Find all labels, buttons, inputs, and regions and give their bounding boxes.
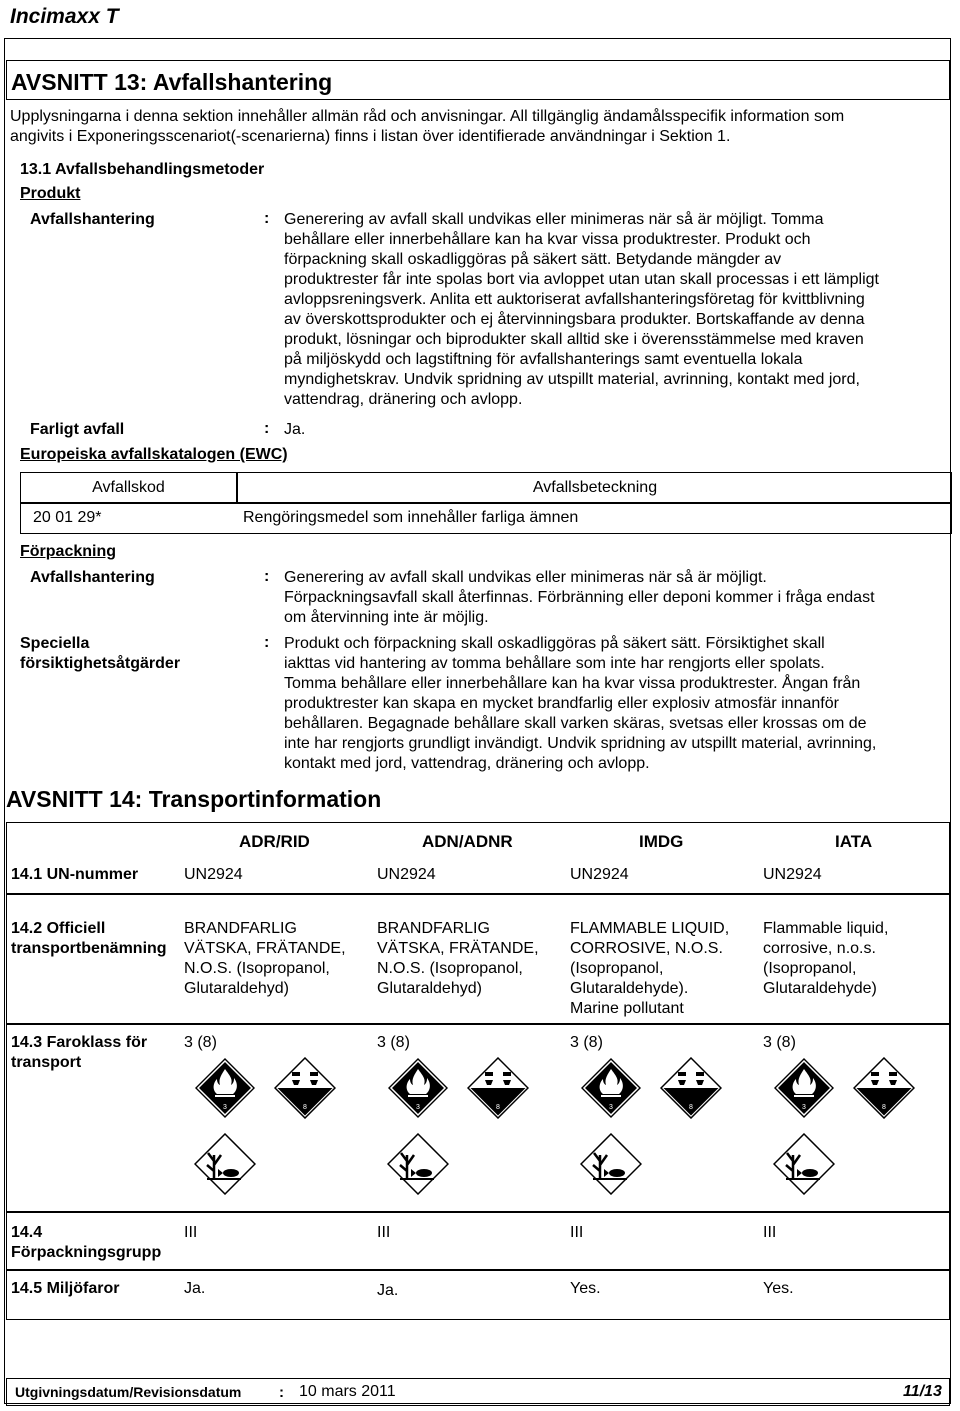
subsection-13-1-title: 13.1 Avfallsbehandlingsmetoder [20,161,265,178]
env-imdg: Yes. [570,1280,601,1297]
environment-hazard-pictogram-icon [194,1133,256,1195]
ewc-row-code: 20 01 29* [33,509,102,526]
svg-text:8: 8 [689,1104,693,1111]
footer [6,1378,950,1406]
corrosive-pictogram-icon [274,1057,336,1119]
footer-date-label: Utgivningsdatum/Revisionsdatum [15,1384,242,1400]
colon: : [264,210,270,227]
product-name: Incimaxx T [10,5,119,28]
svg-text:8: 8 [496,1104,500,1111]
avfallshantering-label: Avfallshantering [30,211,155,228]
environment-hazard-pictogram-icon [580,1133,642,1195]
colon: : [264,420,270,437]
un-adn: UN2924 [377,866,436,883]
pg-iata: III [763,1224,777,1241]
un-adr: UN2924 [184,866,243,883]
corrosive-pictogram-icon [660,1057,722,1119]
svg-text:3: 3 [223,1104,227,1111]
col-adn-adnr: ADN/ADNR [422,832,513,851]
packing-group-label: 14.4 Förpackningsgrupp [11,1224,162,1261]
transport-name-label: 14.2 Officiell transportbenämning [11,920,167,957]
produkt-heading: Produkt [20,185,81,202]
svg-text:3: 3 [802,1104,806,1111]
colon: : [264,568,270,585]
environment-hazard-pictogram-icon [773,1133,835,1195]
svg-text:8: 8 [303,1104,307,1111]
env-adr: Ja. [184,1280,206,1297]
colon: : [264,634,270,651]
name-adr: BRANDFARLIG VÄTSKA, FRÄTANDE, N.O.S. (Isopropanol, Glutaraldehyd) [184,920,346,997]
env-adn: Ja. [377,1282,399,1299]
class-imdg: 3 (8) [570,1034,603,1051]
corrosive-pictogram-icon [853,1057,915,1119]
ewc-heading: Europeiska avfallskatalogen (EWC) [20,446,288,463]
ewc-row-desc: Rengöringsmedel som innehåller farliga ämnen [243,509,579,526]
section-13-intro-line-2: angivits i Exponeringsscenariot(-scenarierna) finns i listan över identifierade användningar i Sektion 1. [10,128,731,145]
pg-adn: III [377,1224,391,1241]
footer-colon: : [279,1384,284,1401]
svg-text:8: 8 [882,1104,886,1111]
pack-avfallshantering-label: Avfallshantering [30,569,155,586]
speciella-label: Speciella försiktighetsåtgärder [20,635,181,672]
svg-text:3: 3 [416,1104,420,1111]
pg-imdg: III [570,1224,584,1241]
ewc-col-code: Avfallskod [92,479,165,496]
name-iata: Flammable liquid, corrosive, n.o.s. (Isopropanol, Glutaraldehyde) [763,920,889,997]
flammable-pictogram-icon [194,1057,256,1119]
pack-avfallshantering-text: Generering av avfall skall undvikas eller minimeras när så är möjligt. Förpackningsavfall skall återfinnas. Förbränning eller deponi kommer i fråga endast om återvinning inte är möjlig. [284,569,875,626]
avfallshantering-text: Generering av avfall skall undvikas eller minimeras när så är möjligt. Tomma behållare eller innerbehållare kan ha kvar vissa produktrester. Produkt och förpackning skall oskadliggöras på säkert sätt. Betydande mängder av produktrester får inte spolas bort via avloppet utan utan skall processas i ett lämpligt avloppsreningsverk. Anlita ett auktoriserat avfallshanteringsföretag för kvittblivning av överskottsprodukter och ej återvinningsbara produkter. Bortskaffande av denna produkt, lösningar och biprodukter skall alltid ske i överensstämmelse med kraven på miljöskydd och lagstiftning för avfallshanterings samt eventuella lokala myndighetskrav. Undvik spridning av utspillt material, avrinning, kontakt med jord, vattendrag, dränering och avlopp. [284,211,879,408]
ewc-col-desc: Avfallsbeteckning [532,479,658,496]
pg-adr: III [184,1224,198,1241]
flammable-pictogram-icon [387,1057,449,1119]
un-iata: UN2924 [763,866,822,883]
hazard-class-label: 14.3 Faroklass för transport [11,1034,148,1071]
corrosive-pictogram-icon [467,1057,529,1119]
col-iata: IATA [835,832,873,851]
svg-text:3: 3 [609,1104,613,1111]
name-adn: BRANDFARLIG VÄTSKA, FRÄTANDE, N.O.S. (Isopropanol, Glutaraldehyd) [377,920,539,997]
col-adr-rid: ADR/RID [239,832,310,851]
page-number: 11/13 [903,1383,942,1400]
class-adr: 3 (8) [184,1034,217,1051]
forpackning-heading: Förpackning [20,543,117,560]
footer-date-value: 10 mars 2011 [299,1383,396,1400]
class-adn: 3 (8) [377,1034,410,1051]
flammable-pictogram-icon [580,1057,642,1119]
un-number-label: 14.1 UN-nummer [11,866,139,883]
un-imdg: UN2924 [570,866,629,883]
ewc-table [20,472,952,534]
col-imdg: IMDG [639,832,684,851]
env-hazard-label: 14.5 Miljöfaror [11,1280,120,1297]
transport-table [6,822,950,1320]
farligt-avfall-value: Ja. [284,421,306,438]
section-13-title: AVSNITT 13: Avfallshantering [6,60,950,100]
section-13-intro-line-1: Upplysningarna i denna sektion innehåller allmän råd och anvisningar. All tillgänglig ändamålsspecifik information som [10,108,845,125]
flammable-pictogram-icon [773,1057,835,1119]
environment-hazard-pictogram-icon [387,1133,449,1195]
env-iata: Yes. [763,1280,794,1297]
speciella-text: Produkt och förpackning skall oskadliggöras på säkert sätt. Försiktighet skall iakttas vid hantering av tomma behållare som inte har rengjorts eller spolats. Tomma behållare eller innerbehållare kan ha kvar vissa produktrester. Ångan från produktrester kan skapa en mycket brandfarlig eller explosiv atmosfär innanför behållaren. Begagnade behållare skall varken skäras, svetsas eller krossas om de inte har rengjorts grundligt invändigt. Undvik spridning av utspillt material, avrinning, kontakt med jord, vattendrag, dränering och avlopp. [284,635,877,772]
section-14-title: AVSNITT 14: Transportinformation [6,786,382,812]
farligt-avfall-label: Farligt avfall [30,421,125,438]
class-iata: 3 (8) [763,1034,796,1051]
name-imdg: FLAMMABLE LIQUID, CORROSIVE, N.O.S. (Isopropanol, Glutaraldehyde). Marine pollutant [570,920,730,1017]
